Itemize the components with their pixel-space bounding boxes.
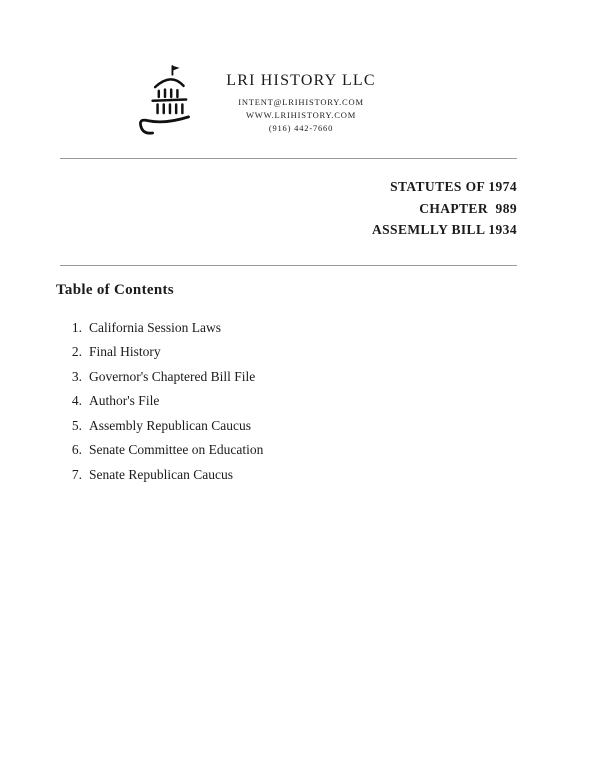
toc-item xyxy=(0,316,600,341)
toc-item-label: Assembly Republican Caucus xyxy=(89,417,251,433)
toc-item xyxy=(0,438,600,463)
company-phone: (916) 442-7660 xyxy=(268,123,334,133)
company-email: INTENT@LRIHISTORY.COM xyxy=(238,97,364,107)
bottom-divider xyxy=(60,265,517,266)
company-info xyxy=(226,62,376,135)
chapter-line: CHAPTER 989 xyxy=(419,200,517,216)
toc-item xyxy=(0,414,600,439)
toc-item-number: 4. xyxy=(71,393,82,409)
toc-item-label: Senate Committee on Education xyxy=(89,442,264,458)
toc-item-number: 7. xyxy=(71,467,82,483)
toc-item-number: 3. xyxy=(71,368,82,384)
toc-item-label: Governor's Chaptered Bill File xyxy=(89,368,256,384)
statutes-line: STATUTES OF 1974 xyxy=(390,179,517,194)
capitol-logo-icon xyxy=(134,62,196,142)
toc-item xyxy=(0,365,600,390)
top-divider xyxy=(60,158,517,159)
bill-line: ASSEMLLY BILL 1934 xyxy=(371,222,517,237)
toc-list xyxy=(0,316,600,488)
toc-item-number: 5. xyxy=(71,417,82,433)
toc-item-label: California Session Laws xyxy=(89,319,221,335)
company-website: WWW.LRIHISTORY.COM xyxy=(245,110,357,120)
toc-item xyxy=(0,389,600,414)
toc-item-number: 1. xyxy=(71,319,82,335)
toc-item-number: 2. xyxy=(71,344,82,360)
company-name: LRI HISTORY LLC xyxy=(226,72,376,89)
toc-title: Table of Contents xyxy=(56,281,174,298)
toc-item-number: 6. xyxy=(71,442,82,458)
statute-reference xyxy=(0,176,600,241)
toc-item xyxy=(0,340,600,365)
toc-item-label: Author's File xyxy=(89,393,160,409)
letterhead xyxy=(0,0,555,142)
toc-item xyxy=(0,463,600,488)
toc-item-label: Final History xyxy=(89,344,161,360)
toc-item-label: Senate Republican Caucus xyxy=(89,467,233,483)
